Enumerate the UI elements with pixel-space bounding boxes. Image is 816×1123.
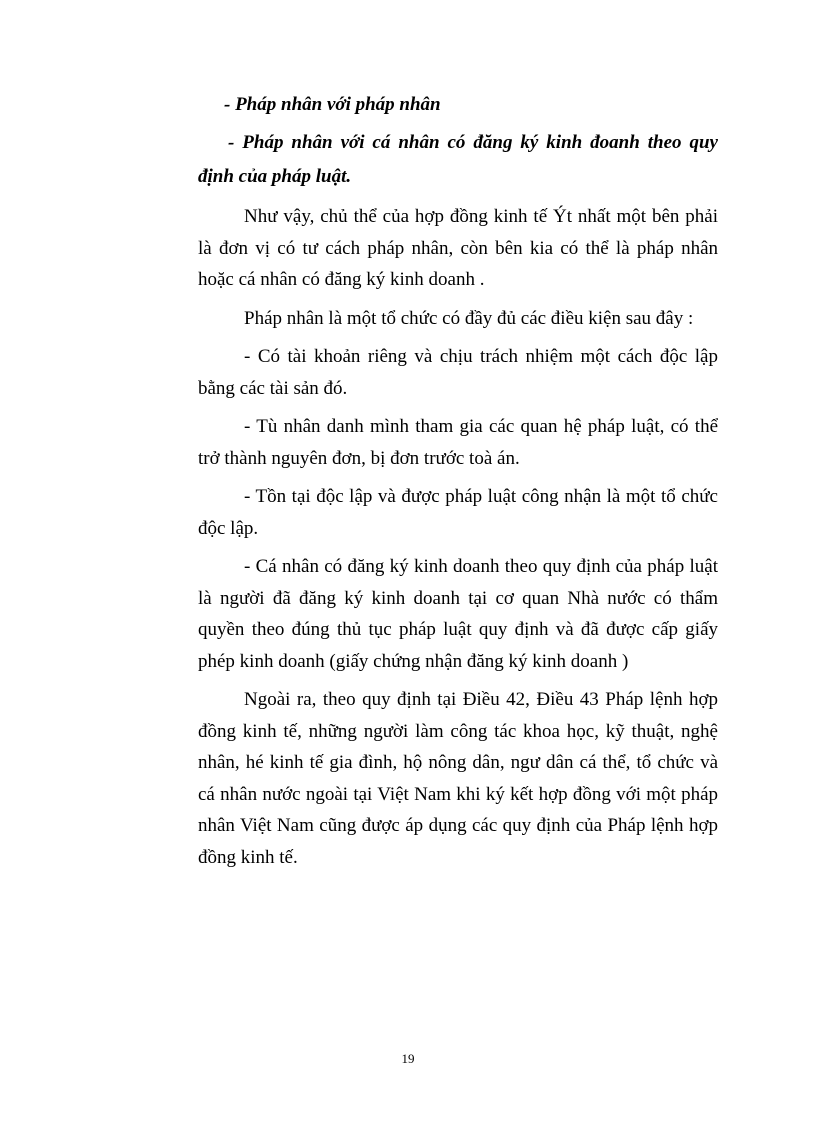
page-number: 19 xyxy=(401,1051,415,1066)
paragraph-condition-legal-relations: - Tù nhân danh mình tham gia các quan hệ pháp luật, có thể trở thành nguyên đơn, bị đơn trước toà án. xyxy=(198,416,718,469)
paragraph-legal-entity-definition: Pháp nhân là một tổ chức có đầy đủ các điều kiện sau đây : xyxy=(244,307,694,329)
paragraph-subject-of-contract: Như vậy, chủ thể của hợp đồng kinh tế Ýt nhất một bên phải là đơn vị có tư cách pháp nhân, còn bên kia có thể là pháp nhân hoặc cá nhân có đăng ký kinh doanh . xyxy=(198,206,718,290)
paragraph-condition-account: - Có tài khoản riêng và chịu trách nhiệm một cách độc lập bằng các tài sản đó. xyxy=(198,346,718,399)
paragraph-registered-individual: - Cá nhân có đăng ký kinh doanh theo quy định của pháp luật là người đã đăng ký kinh doanh tại cơ quan Nhà nước có thẩm quyền theo đúng thủ tục pháp luật quy định và đã được cấp giấy phép kinh doanh (giấy chứng nhận đăng ký kinh doanh ) xyxy=(198,556,718,672)
paragraph-condition-independent: - Tồn tại độc lập và được pháp luật công nhận là một tổ chức độc lập. xyxy=(198,486,718,539)
bold-italic-heading-2: - Pháp nhân với cá nhân có đăng ký kinh đoanh theo quy định của pháp luật. xyxy=(198,132,718,187)
page-content xyxy=(198,88,718,873)
paragraph-other-subjects: Ngoài ra, theo quy định tại Điều 42, Điều 43 Pháp lệnh hợp đồng kinh tế, những người làm công tác khoa học, kỹ thuật, nghệ nhân, hé kinh tế gia đình, hộ nông dân, ngư dân cá thể, tổ chức và cá nhân nước ngoài tại Việt Nam khi ký kết hợp đồng với một pháp nhân Việt Nam cũng được áp dụng các quy định của Pháp lệnh hợp đồng kinh tế. xyxy=(198,689,718,868)
bold-italic-heading-1: - Pháp nhân với pháp nhân xyxy=(224,94,441,115)
